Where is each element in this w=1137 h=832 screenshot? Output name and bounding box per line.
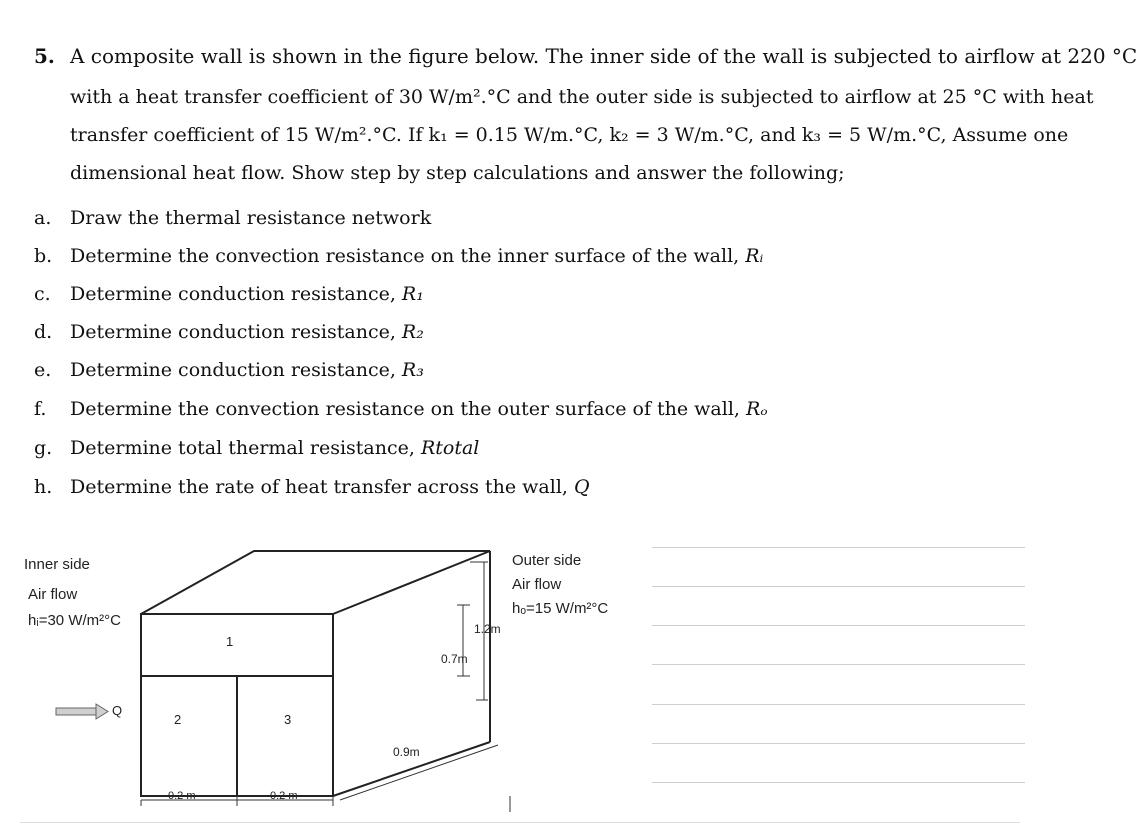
- answer-line: [652, 782, 1025, 783]
- question-line-1: A composite wall is shown in the figure below. The inner side of the wall is subjected to airflow at 220 °C: [70, 44, 1137, 68]
- inner-side-label: Inner side: [24, 556, 90, 573]
- composite-wall-figure: [0, 520, 1025, 832]
- answer-line: [652, 743, 1025, 744]
- part-letter: b.: [34, 245, 53, 267]
- dim-depth-line: [340, 745, 498, 800]
- answer-line: [652, 664, 1025, 665]
- inner-h-label: hᵢ=30 W/m²°C: [28, 612, 121, 629]
- layer-1-label: 1: [226, 634, 234, 649]
- question-number: 5.: [34, 44, 55, 68]
- inner-airflow-label: Air flow: [28, 586, 78, 603]
- part-text: Determine conduction resistance, R₃: [70, 359, 424, 381]
- bottom-divider: [20, 822, 1020, 823]
- part-text: Determine total thermal resistance, Rtotal: [70, 437, 480, 459]
- part-letter: g.: [34, 437, 53, 459]
- answer-line: [652, 547, 1025, 548]
- part-text: Determine the convection resistance on the outer surface of the wall, Rₒ: [70, 398, 768, 420]
- heat-flow-arrow: [56, 704, 108, 719]
- part-text: Determine conduction resistance, R₂: [70, 321, 424, 343]
- answer-line: [652, 625, 1025, 626]
- layer-3-label: 3: [284, 712, 292, 727]
- question-line-3: transfer coefficient of 15 W/m².°C. If k₁ = 0.15 W/m.°C, k₂ = 3 W/m.°C, and k₃ = 5 W/m.°C, Assume one: [70, 124, 1069, 146]
- heat-flow-q-label: Q: [112, 703, 123, 718]
- part-letter: c.: [34, 283, 51, 305]
- outer-h-label: hₒ=15 W/m²°C: [512, 600, 609, 617]
- part-letter: f.: [34, 398, 47, 420]
- dim-upper-label: 0.7m: [441, 652, 468, 666]
- dim-height-label: 1.2m: [474, 622, 501, 636]
- part-text: Draw the thermal resistance network: [70, 207, 432, 229]
- answer-line: [652, 704, 1025, 705]
- part-letter: h.: [34, 476, 53, 498]
- layer-2-label: 2: [174, 712, 182, 727]
- question-line-2: with a heat transfer coefficient of 30 W/m².°C and the outer side is subjected to airflow at 25 °C with heat: [70, 86, 1094, 108]
- bottom-right-edge: [333, 742, 490, 796]
- outer-airflow-label: Air flow: [512, 576, 562, 593]
- top-face: [141, 551, 490, 614]
- part-text: Determine the rate of heat transfer across the wall, Q: [70, 476, 590, 498]
- dim-depth-label: 0.9m: [393, 745, 420, 759]
- outer-side-label: Outer side: [512, 552, 582, 569]
- part-letter: a.: [34, 207, 52, 229]
- dim-width-2-label: 0.2 m: [270, 790, 298, 802]
- answer-line: [652, 586, 1025, 587]
- part-letter: d.: [34, 321, 53, 343]
- part-letter: e.: [34, 359, 52, 381]
- part-text: Determine the convection resistance on the inner surface of the wall, Rᵢ: [70, 245, 764, 267]
- part-text: Determine conduction resistance, R₁: [70, 283, 424, 305]
- question-line-4: dimensional heat flow. Show step by step calculations and answer the following;: [70, 162, 845, 184]
- dim-width-1-label: 0.2 m: [168, 790, 196, 802]
